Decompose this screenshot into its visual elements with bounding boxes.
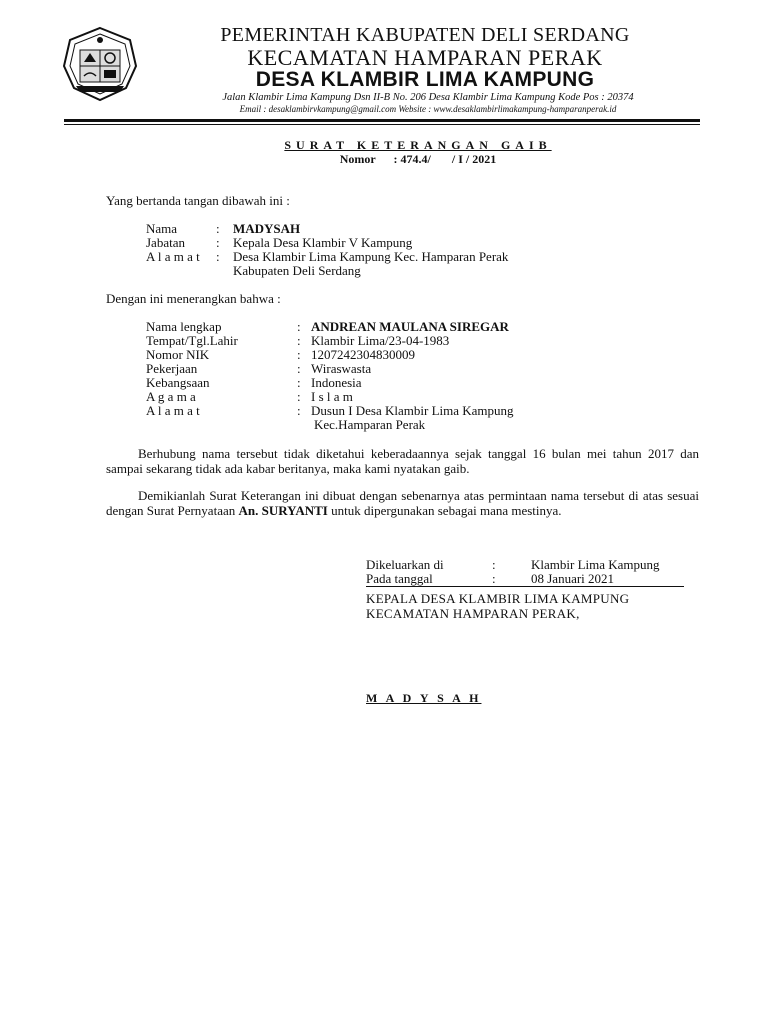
subject-nik-value: 1207242304830009 xyxy=(311,347,415,362)
date-colon: : xyxy=(492,571,496,586)
subject-nationality-value: Indonesia xyxy=(311,375,362,390)
subject-religion-value: I s l a m xyxy=(311,389,353,404)
signer-name-label: Nama xyxy=(146,221,178,236)
subject-birth-label: Tempat/Tgl.Lahir xyxy=(146,333,238,348)
subject-nationality-label: Kebangsaan xyxy=(146,375,210,390)
letterhead-rule-thick xyxy=(64,119,700,122)
paragraph-missing: Berhubung nama tersebut tidak diketahui keberadaannya sejak tanggal 16 bulan mei tahun 2017 dan sampai sekarang tidak ada kabar beritanya, maka kami nyatakan gaib. xyxy=(106,446,699,476)
signature-divider xyxy=(366,586,684,587)
date-value: 08 Januari 2021 xyxy=(531,571,615,586)
signer-name-colon: : xyxy=(216,221,220,236)
issued-label: Dikeluarkan di xyxy=(366,557,444,572)
letterhead-address: Jalan Klambir Lima Kampung Dsn II-B No. 206 Desa Klambir Lima Kampung Kode Pos : 20374 xyxy=(222,92,634,103)
subject-nationality-colon: : xyxy=(297,375,301,390)
office-title-2: KECAMATAN HAMPARAN PERAK, xyxy=(366,606,580,621)
letterhead-contact: Email : desaklambirvkampung@gmail.com Website : www.desaklambirlimakampung-hamparanperak.id xyxy=(239,104,617,114)
subject-birth-colon: : xyxy=(297,333,301,348)
signer-position-label: Jabatan xyxy=(146,235,185,250)
issued-colon: : xyxy=(492,557,496,572)
date-label: Pada tanggal xyxy=(366,571,433,586)
paragraph-closing xyxy=(106,488,699,518)
subject-religion-label: A g a m a xyxy=(146,389,196,404)
closing-text-before: Demikianlah Surat Keterangan ini dibuat dengan sebenarnya atas permintaan nama tersebut di atas sesuai dengan Surat Pernyataan xyxy=(106,488,699,518)
subject-address-value-2: Kec.Hamparan Perak xyxy=(314,417,426,432)
issued-value: Klambir Lima Kampung xyxy=(531,557,660,572)
letterhead-village: DESA KLAMBIR LIMA KAMPUNG xyxy=(255,68,595,91)
regency-emblem xyxy=(62,26,138,102)
signer-address-value-2: Kabupaten Deli Serdang xyxy=(233,263,361,278)
subject-religion-colon: : xyxy=(297,389,301,404)
letter-number: Nomor : 474.4/ / I / 2021 xyxy=(339,152,497,166)
subject-fullname-value: ANDREAN MAULANA SIREGAR xyxy=(311,319,509,334)
subject-job-colon: : xyxy=(297,361,301,376)
signer-address-label: A l a m a t xyxy=(146,249,200,264)
subject-nik-colon: : xyxy=(297,347,301,362)
subject-address-value-1: Dusun I Desa Klambir Lima Kampung xyxy=(311,403,514,418)
signer-name-value: MADYSAH xyxy=(233,221,301,236)
signer-signature-name: M A D Y S A H xyxy=(366,691,482,705)
subject-fullname-colon: : xyxy=(297,319,301,334)
closing-requester: An. SURYANTI xyxy=(238,503,328,518)
office-title-1: KEPALA DESA KLAMBIR LIMA KAMPUNG xyxy=(366,591,630,606)
signer-address-value-1: Desa Klambir Lima Kampung Kec. Hamparan Perak xyxy=(233,249,509,264)
emblem-icon xyxy=(62,26,138,102)
letter-title: SURAT KETERANGAN GAIB xyxy=(284,138,552,152)
letterhead-government: PEMERINTAH KABUPATEN DELI SERDANG xyxy=(220,24,630,46)
subject-fullname-label: Nama lengkap xyxy=(146,319,222,334)
signer-position-colon: : xyxy=(216,235,220,250)
signer-address-colon: : xyxy=(216,249,220,264)
subject-nik-label: Nomor NIK xyxy=(146,347,210,362)
subject-job-value: Wiraswasta xyxy=(311,361,372,376)
subject-address-colon: : xyxy=(297,403,301,418)
statement-text: Dengan ini menerangkan bahwa : xyxy=(106,291,281,306)
subject-address-label: A l a m a t xyxy=(146,403,200,418)
intro-text: Yang bertanda tangan dibawah ini : xyxy=(106,193,290,208)
subject-job-label: Pekerjaan xyxy=(146,361,198,376)
letterhead-rule-thin xyxy=(64,124,700,125)
letterhead-district: KECAMATAN HAMPARAN PERAK xyxy=(247,45,603,70)
subject-birth-value: Klambir Lima/23-04-1983 xyxy=(311,333,450,348)
signer-position-value: Kepala Desa Klambir V Kampung xyxy=(233,235,413,250)
closing-text-after: untuk dipergunakan sebagai mana mestinya. xyxy=(327,503,562,518)
